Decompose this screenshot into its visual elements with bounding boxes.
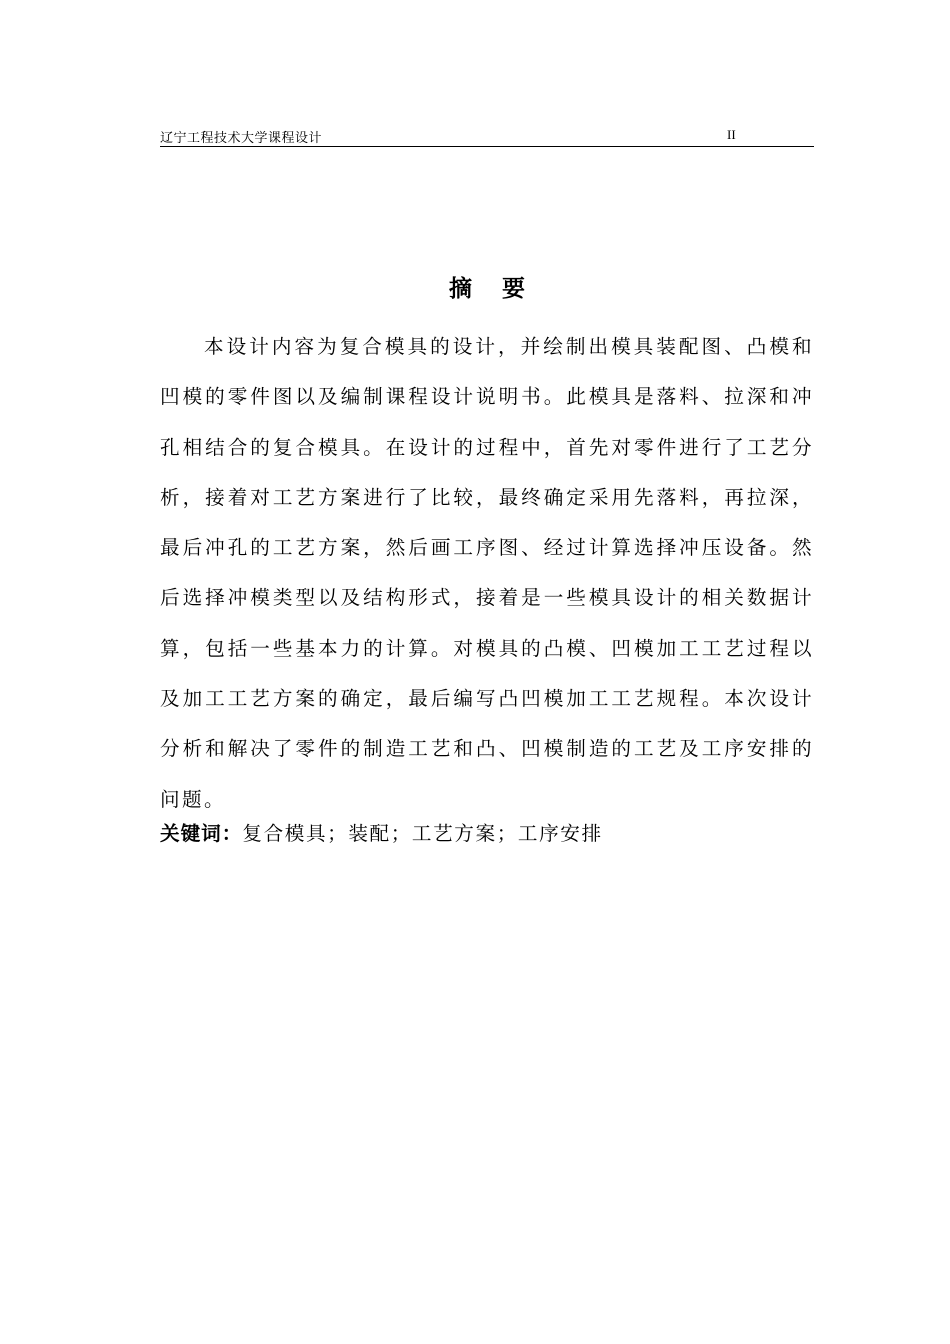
header-university-title: 辽宁工程技术大学课程设计 [160, 131, 323, 146]
abstract-title [0, 270, 950, 303]
header-page-number: II [727, 127, 736, 142]
abstract-title-char-1: 摘 [449, 276, 472, 302]
page-header [160, 126, 814, 147]
keywords-value: 复合模具；装配；工艺方案；工序安排 [242, 822, 603, 845]
abstract-title-char-2: 要 [502, 276, 525, 302]
keywords-label: 关键词： [160, 822, 243, 845]
abstract-body: 本设计内容为复合模具的设计，并绘制出模具装配图、凸模和凹模的零件图以及编制课程设计说明书。此模具是落料、拉深和冲孔相结合的复合模具。在设计的过程中，首先对零件进行了工艺分析，接着对工艺方案进行了比较，最终确定采用先落料，再拉深，最后冲孔的工艺方案，然后画工序图、经过计算选择冲压设备。然后选择冲模类型以及结构形式，接着是一些模具设计的相关数据计算，包括一些基本力的计算。对模具的凸模、凹模加工工艺过程以及加工工艺方案的确定，最后编写凸凹模加工工艺规程。本次设计分析和解决了零件的制造工艺和凸、凹模制造的工艺及工序安排的问题。 [160, 335, 814, 811]
keywords-line [160, 816, 814, 852]
